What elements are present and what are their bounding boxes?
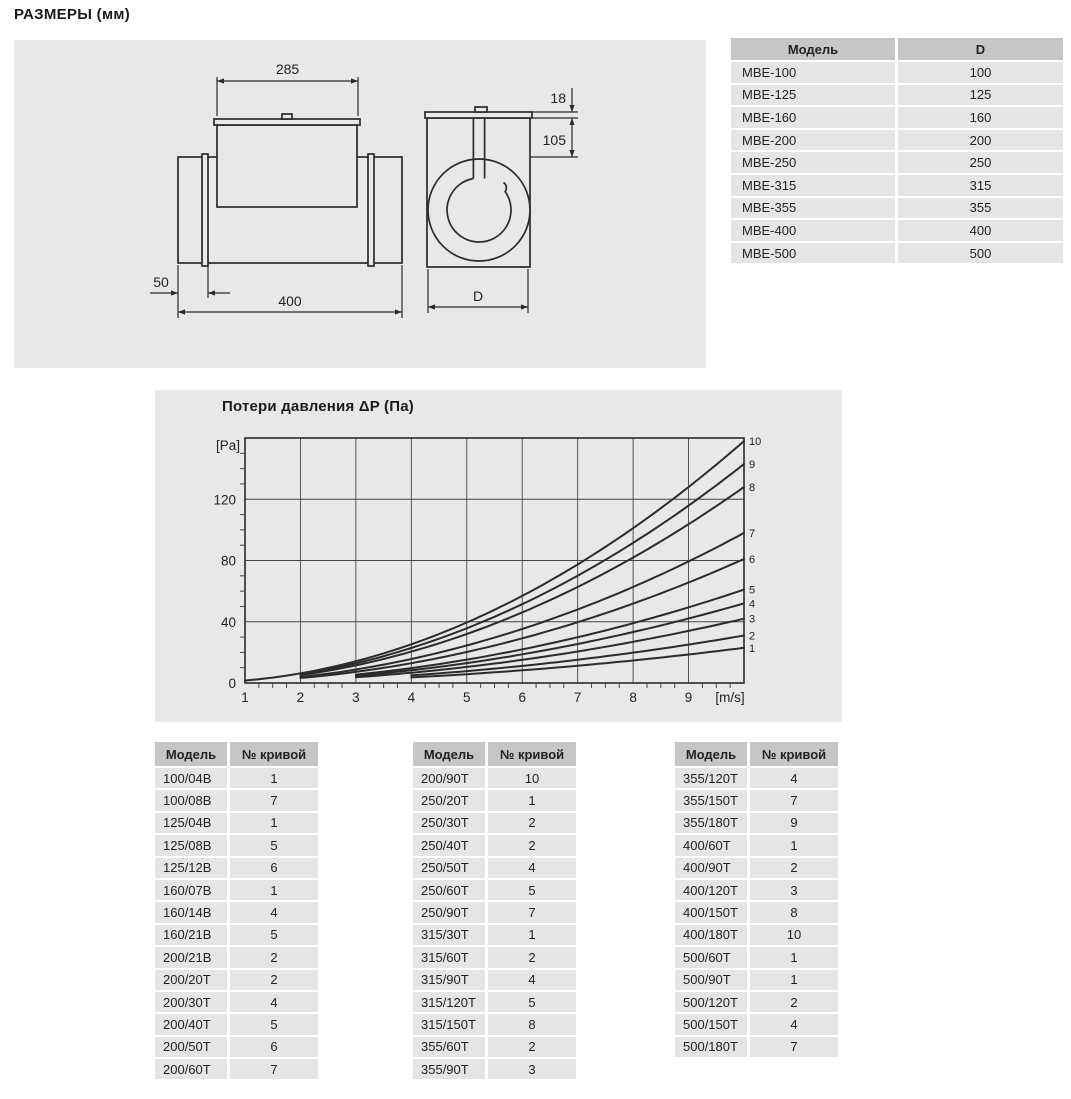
model-cell: 200/40Т bbox=[155, 1013, 229, 1035]
dim-18-label: 18 bbox=[550, 90, 566, 106]
table-row bbox=[675, 1013, 838, 1035]
value-cell: 8 bbox=[487, 1013, 577, 1035]
front-view bbox=[425, 107, 532, 267]
column-header: Модель bbox=[731, 38, 897, 61]
value-cell: 500 bbox=[897, 242, 1064, 265]
value-cell: 7 bbox=[229, 789, 319, 811]
model-cell: МВЕ-100 bbox=[731, 61, 897, 84]
table-row bbox=[675, 834, 838, 856]
curve-table-3 bbox=[675, 742, 838, 1059]
x-axis-unit-label: [m/s] bbox=[715, 690, 745, 705]
dim-285-label: 285 bbox=[275, 61, 300, 77]
model-cell: МВЕ-400 bbox=[731, 219, 897, 242]
model-cell: 400/180Т bbox=[675, 924, 749, 946]
dim-105-label: 105 bbox=[542, 132, 566, 148]
column-header: Модель bbox=[413, 742, 487, 767]
column-header: № кривой bbox=[229, 742, 319, 767]
table-row bbox=[675, 789, 838, 811]
model-cell: МВЕ-200 bbox=[731, 129, 897, 152]
y-tick-label: 0 bbox=[228, 676, 236, 691]
model-cell: 160/21В bbox=[155, 924, 229, 946]
column-header: № кривой bbox=[487, 742, 577, 767]
value-cell: 8 bbox=[749, 901, 839, 923]
model-cell: 355/150Т bbox=[675, 789, 749, 811]
table-row bbox=[413, 879, 576, 901]
table-row bbox=[413, 969, 576, 991]
value-cell: 7 bbox=[749, 789, 839, 811]
x-tick-label: 8 bbox=[629, 690, 637, 705]
value-cell: 200 bbox=[897, 129, 1064, 152]
column-header: D bbox=[897, 38, 1064, 61]
value-cell: 5 bbox=[487, 991, 577, 1013]
side-view bbox=[178, 114, 402, 266]
value-cell: 315 bbox=[897, 174, 1064, 197]
model-cell: 250/60Т bbox=[413, 879, 487, 901]
dim-285 bbox=[217, 77, 358, 116]
table-row bbox=[155, 1058, 318, 1080]
table-row bbox=[675, 879, 838, 901]
model-cell: 125/04В bbox=[155, 812, 229, 834]
table-row bbox=[675, 901, 838, 923]
table-row bbox=[155, 901, 318, 923]
table-row bbox=[675, 991, 838, 1013]
table-row bbox=[675, 969, 838, 991]
value-cell: 5 bbox=[229, 924, 319, 946]
value-cell: 5 bbox=[487, 879, 577, 901]
curve-label: 1 bbox=[749, 642, 756, 655]
value-cell: 400 bbox=[897, 219, 1064, 242]
value-cell: 4 bbox=[487, 969, 577, 991]
value-cell: 3 bbox=[749, 879, 839, 901]
model-cell: 355/180Т bbox=[675, 812, 749, 834]
table-row bbox=[675, 924, 838, 946]
x-tick-label: 4 bbox=[407, 690, 416, 705]
model-cell: 200/30Т bbox=[155, 991, 229, 1013]
model-cell: МВЕ-250 bbox=[731, 151, 897, 174]
table-row bbox=[675, 857, 838, 879]
table-row bbox=[413, 924, 576, 946]
model-cell: 355/60Т bbox=[413, 1036, 487, 1058]
value-cell: 1 bbox=[749, 969, 839, 991]
dimensions-table bbox=[731, 38, 1063, 265]
model-cell: 315/90Т bbox=[413, 969, 487, 991]
value-cell: 1 bbox=[229, 879, 319, 901]
dim-400-label: 400 bbox=[278, 293, 302, 309]
header-row bbox=[155, 742, 318, 767]
table-row bbox=[731, 151, 1063, 174]
table-row bbox=[413, 834, 576, 856]
value-cell: 5 bbox=[229, 834, 319, 856]
table-row bbox=[413, 789, 576, 811]
value-cell: 10 bbox=[487, 767, 577, 789]
value-cell: 1 bbox=[749, 946, 839, 968]
y-axis-unit-label: [Pa] bbox=[215, 438, 240, 453]
model-cell: МВЕ-500 bbox=[731, 242, 897, 265]
x-tick-label: 9 bbox=[684, 690, 693, 705]
value-cell: 5 bbox=[229, 1013, 319, 1035]
table-row bbox=[413, 991, 576, 1013]
value-cell: 2 bbox=[229, 946, 319, 968]
table-row bbox=[731, 61, 1063, 84]
value-cell: 6 bbox=[229, 857, 319, 879]
model-cell: 355/120Т bbox=[675, 767, 749, 789]
x-tick-label: 1 bbox=[241, 690, 249, 705]
value-cell: 2 bbox=[487, 834, 577, 856]
model-cell: 100/04В bbox=[155, 767, 229, 789]
curve-label: 2 bbox=[749, 630, 756, 643]
x-tick-label: 3 bbox=[352, 690, 360, 705]
model-cell: 355/90Т bbox=[413, 1058, 487, 1080]
table-row bbox=[155, 789, 318, 811]
curve-label: 8 bbox=[749, 482, 756, 494]
column-header: Модель bbox=[155, 742, 229, 767]
y-tick-label: 120 bbox=[213, 492, 236, 508]
model-cell: 200/20Т bbox=[155, 969, 229, 991]
table-row bbox=[155, 969, 318, 991]
value-cell: 4 bbox=[749, 767, 839, 789]
model-cell: МВЕ-355 bbox=[731, 197, 897, 220]
value-cell: 1 bbox=[749, 834, 839, 856]
value-cell: 4 bbox=[229, 901, 319, 923]
model-cell: 315/30Т bbox=[413, 924, 487, 946]
model-cell: 200/50Т bbox=[155, 1036, 229, 1058]
model-cell: 500/90Т bbox=[675, 969, 749, 991]
curve-table-2 bbox=[413, 742, 576, 1081]
model-cell: МВЕ-160 bbox=[731, 106, 897, 129]
model-cell: МВЕ-125 bbox=[731, 84, 897, 107]
model-cell: 400/150Т bbox=[675, 901, 749, 923]
value-cell: 2 bbox=[487, 946, 577, 968]
curve-label: 3 bbox=[749, 613, 756, 626]
model-cell: МВЕ-315 bbox=[731, 174, 897, 197]
curve-label: 7 bbox=[749, 527, 756, 540]
table-row bbox=[731, 242, 1063, 265]
column-header: Модель bbox=[675, 742, 749, 767]
value-cell: 355 bbox=[897, 197, 1064, 220]
model-cell: 500/180Т bbox=[675, 1036, 749, 1058]
curve-label: 4 bbox=[749, 598, 756, 611]
value-cell: 1 bbox=[229, 767, 319, 789]
curve-label: 5 bbox=[749, 584, 756, 597]
model-cell: 160/07В bbox=[155, 879, 229, 901]
table-row bbox=[413, 767, 576, 789]
model-cell: 400/60Т bbox=[675, 834, 749, 856]
table-row bbox=[413, 901, 576, 923]
table-row bbox=[155, 991, 318, 1013]
model-cell: 500/150Т bbox=[675, 1013, 749, 1035]
model-cell: 250/50Т bbox=[413, 857, 487, 879]
model-cell: 160/14В bbox=[155, 901, 229, 923]
table-row bbox=[155, 1013, 318, 1035]
table-row bbox=[731, 219, 1063, 242]
dim-400 bbox=[178, 265, 402, 318]
value-cell: 9 bbox=[749, 812, 839, 834]
cover-plate bbox=[214, 119, 360, 125]
table-row bbox=[155, 946, 318, 968]
model-cell: 200/60Т bbox=[155, 1058, 229, 1080]
value-cell: 2 bbox=[749, 991, 839, 1013]
curve-label: 6 bbox=[749, 553, 756, 566]
model-cell: 200/21В bbox=[155, 946, 229, 968]
x-tick-label: 5 bbox=[463, 690, 471, 705]
table-row bbox=[155, 834, 318, 856]
chart-title: Потери давления ΔP (Па) bbox=[222, 398, 414, 415]
model-cell: 250/30Т bbox=[413, 812, 487, 834]
value-cell: 1 bbox=[487, 789, 577, 811]
front-cable-gland bbox=[475, 107, 487, 112]
value-cell: 100 bbox=[897, 61, 1064, 84]
value-cell: 250 bbox=[897, 151, 1064, 174]
page-title: РАЗМЕРЫ (мм) bbox=[14, 6, 131, 23]
technical-drawing bbox=[14, 40, 706, 368]
model-cell: 500/60Т bbox=[675, 946, 749, 968]
model-cell: 100/08В bbox=[155, 789, 229, 811]
model-cell: 315/150Т bbox=[413, 1013, 487, 1035]
model-cell: 200/90Т bbox=[413, 767, 487, 789]
table-row bbox=[413, 1013, 576, 1035]
pressure-loss-chart bbox=[155, 390, 842, 722]
value-cell: 4 bbox=[749, 1013, 839, 1035]
value-cell: 6 bbox=[229, 1036, 319, 1058]
table-row bbox=[155, 879, 318, 901]
model-cell: 315/60Т bbox=[413, 946, 487, 968]
dimensions-drawing-panel bbox=[14, 40, 706, 368]
table-row bbox=[413, 857, 576, 879]
header-row bbox=[413, 742, 576, 767]
value-cell: 2 bbox=[487, 812, 577, 834]
value-cell: 2 bbox=[487, 1036, 577, 1058]
model-cell: 125/08В bbox=[155, 834, 229, 856]
x-tick-label: 6 bbox=[518, 690, 526, 705]
dim-D-label: D bbox=[472, 288, 484, 304]
right-flange bbox=[368, 154, 374, 266]
table-row bbox=[413, 946, 576, 968]
column-header: № кривой bbox=[749, 742, 839, 767]
table-row bbox=[731, 174, 1063, 197]
model-cell: 400/120Т bbox=[675, 879, 749, 901]
model-cell: 250/20Т bbox=[413, 789, 487, 811]
front-cover-band bbox=[425, 112, 532, 118]
table-row bbox=[155, 857, 318, 879]
left-flange bbox=[202, 154, 208, 266]
header-row bbox=[675, 742, 838, 767]
value-cell: 7 bbox=[229, 1058, 319, 1080]
duct-bore-circle bbox=[428, 159, 530, 261]
y-tick-label: 80 bbox=[220, 553, 236, 569]
table-row bbox=[675, 1036, 838, 1058]
table-row bbox=[731, 106, 1063, 129]
table-row bbox=[675, 767, 838, 789]
y-tick-label: 40 bbox=[220, 614, 236, 630]
model-cell: 500/120Т bbox=[675, 991, 749, 1013]
x-tick-label: 2 bbox=[296, 690, 305, 705]
table-row bbox=[731, 197, 1063, 220]
value-cell: 160 bbox=[897, 106, 1064, 129]
pressure-curve-4 bbox=[356, 603, 744, 675]
pressure-loss-chart-panel bbox=[155, 390, 842, 722]
table-row bbox=[731, 84, 1063, 107]
value-cell: 3 bbox=[487, 1058, 577, 1080]
table-row bbox=[155, 1036, 318, 1058]
x-tick-label: 7 bbox=[573, 690, 582, 705]
value-cell: 2 bbox=[749, 857, 839, 879]
table-row bbox=[155, 767, 318, 789]
curve-label: 10 bbox=[749, 436, 762, 449]
value-cell: 10 bbox=[749, 924, 839, 946]
value-cell: 125 bbox=[897, 84, 1064, 107]
dim-50-label: 50 bbox=[153, 274, 169, 290]
value-cell: 7 bbox=[749, 1036, 839, 1058]
value-cell: 7 bbox=[487, 901, 577, 923]
model-cell: 400/90Т bbox=[675, 857, 749, 879]
curve-table-1 bbox=[155, 742, 318, 1081]
table-row bbox=[413, 812, 576, 834]
curve-label: 9 bbox=[749, 459, 756, 472]
terminal-box bbox=[217, 125, 357, 207]
table-row bbox=[675, 812, 838, 834]
model-cell: 250/40Т bbox=[413, 834, 487, 856]
value-cell: 4 bbox=[229, 991, 319, 1013]
table-row bbox=[731, 129, 1063, 152]
cable-gland bbox=[282, 114, 292, 119]
value-cell: 1 bbox=[487, 924, 577, 946]
value-cell: 2 bbox=[229, 969, 319, 991]
table-row bbox=[413, 1036, 576, 1058]
model-cell: 250/90Т bbox=[413, 901, 487, 923]
value-cell: 4 bbox=[487, 857, 577, 879]
table-row bbox=[413, 1058, 576, 1080]
model-cell: 125/12В bbox=[155, 857, 229, 879]
table-row bbox=[155, 924, 318, 946]
header-row bbox=[731, 38, 1063, 61]
value-cell: 1 bbox=[229, 812, 319, 834]
table-row bbox=[155, 812, 318, 834]
table-row bbox=[675, 946, 838, 968]
model-cell: 315/120Т bbox=[413, 991, 487, 1013]
